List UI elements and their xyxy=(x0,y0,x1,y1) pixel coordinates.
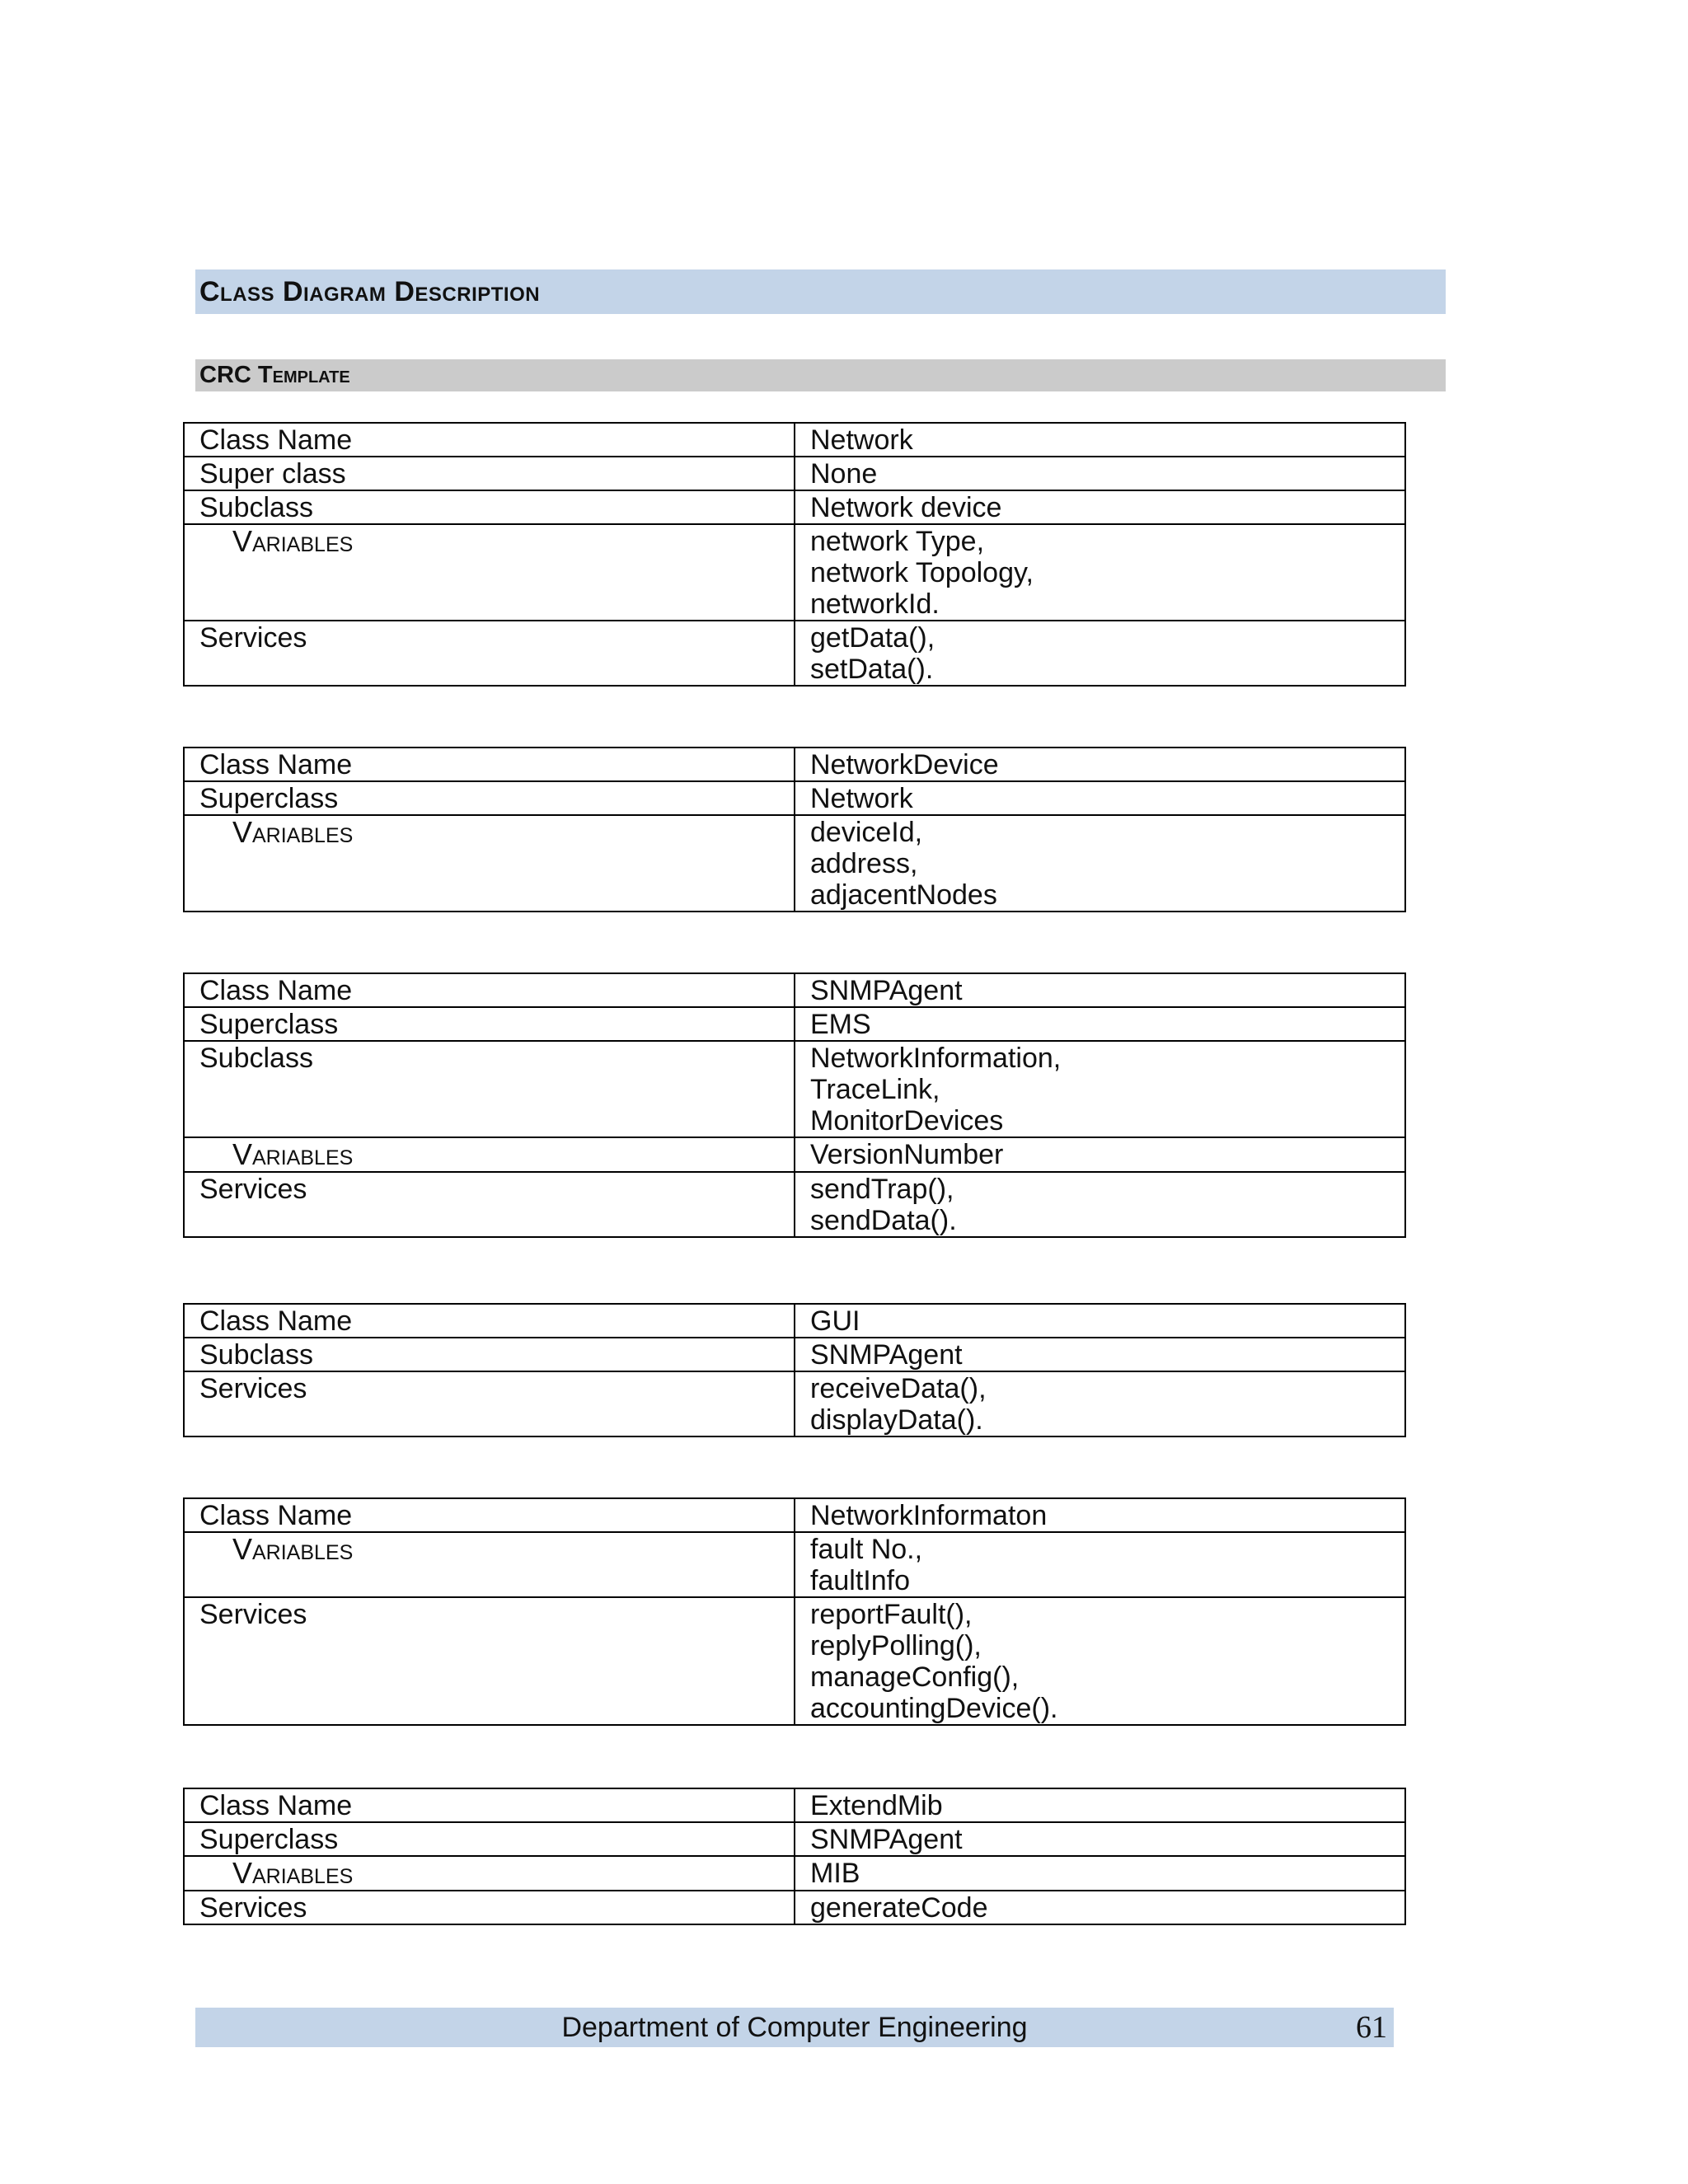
row-label: Class Name xyxy=(199,749,353,780)
row-value-cell xyxy=(795,1532,1405,1597)
table-row xyxy=(184,1304,1405,1338)
row-value-line: sendTrap(), xyxy=(810,1174,954,1205)
row-value-line: faultInfo xyxy=(810,1565,910,1596)
row-value-line: networkId. xyxy=(810,588,940,620)
row-label-cell xyxy=(184,748,795,781)
row-label-cell xyxy=(184,781,795,815)
row-value-cell xyxy=(795,1891,1405,1924)
table-row xyxy=(184,1007,1405,1041)
row-value-line: None xyxy=(810,458,878,490)
table-row xyxy=(184,1597,1405,1725)
row-value-line: address, xyxy=(810,848,918,879)
row-label-cell xyxy=(184,815,795,912)
row-value-line: receiveData(), xyxy=(810,1373,987,1404)
row-value-line: getData(), xyxy=(810,622,935,654)
row-value-cell xyxy=(795,1137,1405,1172)
row-label-cell xyxy=(184,621,795,686)
table-row xyxy=(184,490,1405,524)
table-row xyxy=(184,621,1405,686)
row-label-cell xyxy=(184,423,795,457)
crc-table xyxy=(183,1303,1406,1437)
row-label: Variables xyxy=(232,1856,354,1890)
row-value-line: deviceId, xyxy=(810,817,923,848)
row-value-cell xyxy=(795,423,1405,457)
row-label-cell xyxy=(184,973,795,1007)
row-value-line: setData(). xyxy=(810,654,934,685)
row-label-cell xyxy=(184,1822,795,1856)
crc-table xyxy=(183,747,1406,912)
row-label-cell xyxy=(184,1856,795,1891)
row-label-cell xyxy=(184,1788,795,1822)
crc-table xyxy=(183,1788,1406,1925)
row-label: Superclass xyxy=(199,783,339,814)
row-label: Class Name xyxy=(199,975,353,1006)
row-value-line: SNMPAgent xyxy=(810,1824,963,1855)
row-value-cell xyxy=(795,1007,1405,1041)
crc-table xyxy=(183,422,1406,687)
row-value-line: SNMPAgent xyxy=(810,975,963,1006)
table-row xyxy=(184,1532,1405,1597)
row-label-cell xyxy=(184,524,795,621)
section-heading-text: Class Diagram Description xyxy=(199,275,541,307)
footer-department: Department of Computer Engineering xyxy=(561,2012,1028,2043)
row-value-line: reportFault(), xyxy=(810,1599,973,1630)
row-label: Variables xyxy=(232,524,354,558)
table-row xyxy=(184,1788,1405,1822)
row-value-cell xyxy=(795,1597,1405,1725)
row-label: Class Name xyxy=(199,1305,353,1337)
row-value-line: manageConfig(), xyxy=(810,1661,1020,1693)
table-row xyxy=(184,524,1405,621)
row-label: Superclass xyxy=(199,1824,339,1855)
row-label: Services xyxy=(199,1599,307,1630)
row-value-cell xyxy=(795,781,1405,815)
table-row xyxy=(184,815,1405,912)
row-value-line: VersionNumber xyxy=(810,1139,1004,1170)
row-label-cell xyxy=(184,1338,795,1371)
table-row xyxy=(184,423,1405,457)
page-footer xyxy=(195,2008,1394,2047)
row-label-cell xyxy=(184,1304,795,1338)
row-value-line: network Type, xyxy=(810,526,985,557)
crc-table xyxy=(183,1497,1406,1726)
row-label: Subclass xyxy=(199,1339,313,1371)
subsection-heading xyxy=(195,359,1446,391)
row-value-line: Network device xyxy=(810,492,1002,523)
row-label: Class Name xyxy=(199,1500,353,1531)
row-label-cell xyxy=(184,457,795,490)
row-value-cell xyxy=(795,1788,1405,1822)
table-row xyxy=(184,1856,1405,1891)
row-value-cell xyxy=(795,1822,1405,1856)
row-label: Subclass xyxy=(199,492,313,523)
row-value-line: NetworkInformation, xyxy=(810,1043,1062,1074)
row-value-line: replyPolling(), xyxy=(810,1630,982,1661)
row-label: Class Name xyxy=(199,1790,353,1821)
row-value-cell xyxy=(795,1338,1405,1371)
subsection-heading-text: CRC Template xyxy=(199,362,350,388)
table-row xyxy=(184,1172,1405,1237)
row-label: Services xyxy=(199,1892,307,1924)
table-row xyxy=(184,781,1405,815)
row-label-cell xyxy=(184,1041,795,1137)
crc-table xyxy=(183,972,1406,1238)
row-label-cell xyxy=(184,1137,795,1172)
row-value-line: MIB xyxy=(810,1858,860,1889)
row-label-cell xyxy=(184,1597,795,1725)
row-value-line: ExtendMib xyxy=(810,1790,943,1821)
row-label-cell xyxy=(184,1891,795,1924)
row-value-line: SNMPAgent xyxy=(810,1339,963,1371)
row-value-line: generateCode xyxy=(810,1892,988,1924)
row-value-line: TraceLink, xyxy=(810,1074,940,1105)
row-value-line: fault No., xyxy=(810,1534,923,1565)
row-label-cell xyxy=(184,1007,795,1041)
row-label: Variables xyxy=(232,815,354,849)
row-label: Services xyxy=(199,1373,307,1404)
page-number: 61 xyxy=(1356,2010,1387,2045)
table-row xyxy=(184,748,1405,781)
row-value-line: adjacentNodes xyxy=(810,879,997,911)
row-value-line: accountingDevice(). xyxy=(810,1693,1058,1724)
row-label-cell xyxy=(184,1498,795,1532)
row-value-line: Network xyxy=(810,424,913,456)
row-value-line: NetworkDevice xyxy=(810,749,999,780)
row-value-line: network Topology, xyxy=(810,557,1034,588)
table-row xyxy=(184,1137,1405,1172)
table-row xyxy=(184,1041,1405,1137)
row-label: Variables xyxy=(232,1137,354,1171)
row-value-cell xyxy=(795,1498,1405,1532)
row-value-cell xyxy=(795,748,1405,781)
table-row xyxy=(184,457,1405,490)
row-value-cell xyxy=(795,457,1405,490)
row-label-cell xyxy=(184,490,795,524)
row-value-cell xyxy=(795,1041,1405,1137)
row-value-line: NetworkInformaton xyxy=(810,1500,1048,1531)
row-value-cell xyxy=(795,815,1405,912)
table-row xyxy=(184,1371,1405,1436)
table-row xyxy=(184,1822,1405,1856)
row-label-cell xyxy=(184,1172,795,1237)
row-value-line: MonitorDevices xyxy=(810,1105,1004,1137)
row-value-line: GUI xyxy=(810,1305,860,1337)
row-value-cell xyxy=(795,1371,1405,1436)
row-value-cell xyxy=(795,1856,1405,1891)
row-value-line: Network xyxy=(810,783,913,814)
table-row xyxy=(184,1891,1405,1924)
section-heading xyxy=(195,269,1446,314)
row-value-cell xyxy=(795,1172,1405,1237)
row-label-cell xyxy=(184,1371,795,1436)
row-label: Subclass xyxy=(199,1043,313,1074)
table-row xyxy=(184,1498,1405,1532)
row-value-line: displayData(). xyxy=(810,1404,983,1436)
table-row xyxy=(184,973,1405,1007)
row-label-cell xyxy=(184,1532,795,1597)
row-label: Super class xyxy=(199,458,346,490)
row-label: Services xyxy=(199,622,307,654)
row-value-line: sendData(). xyxy=(810,1205,957,1236)
row-value-cell xyxy=(795,1304,1405,1338)
row-label: Class Name xyxy=(199,424,353,456)
row-value-line: EMS xyxy=(810,1009,871,1040)
row-label: Superclass xyxy=(199,1009,339,1040)
row-value-cell xyxy=(795,524,1405,621)
row-value-cell xyxy=(795,621,1405,686)
table-row xyxy=(184,1338,1405,1371)
row-label: Services xyxy=(199,1174,307,1205)
row-label: Variables xyxy=(232,1532,354,1566)
row-value-cell xyxy=(795,490,1405,524)
row-value-cell xyxy=(795,973,1405,1007)
